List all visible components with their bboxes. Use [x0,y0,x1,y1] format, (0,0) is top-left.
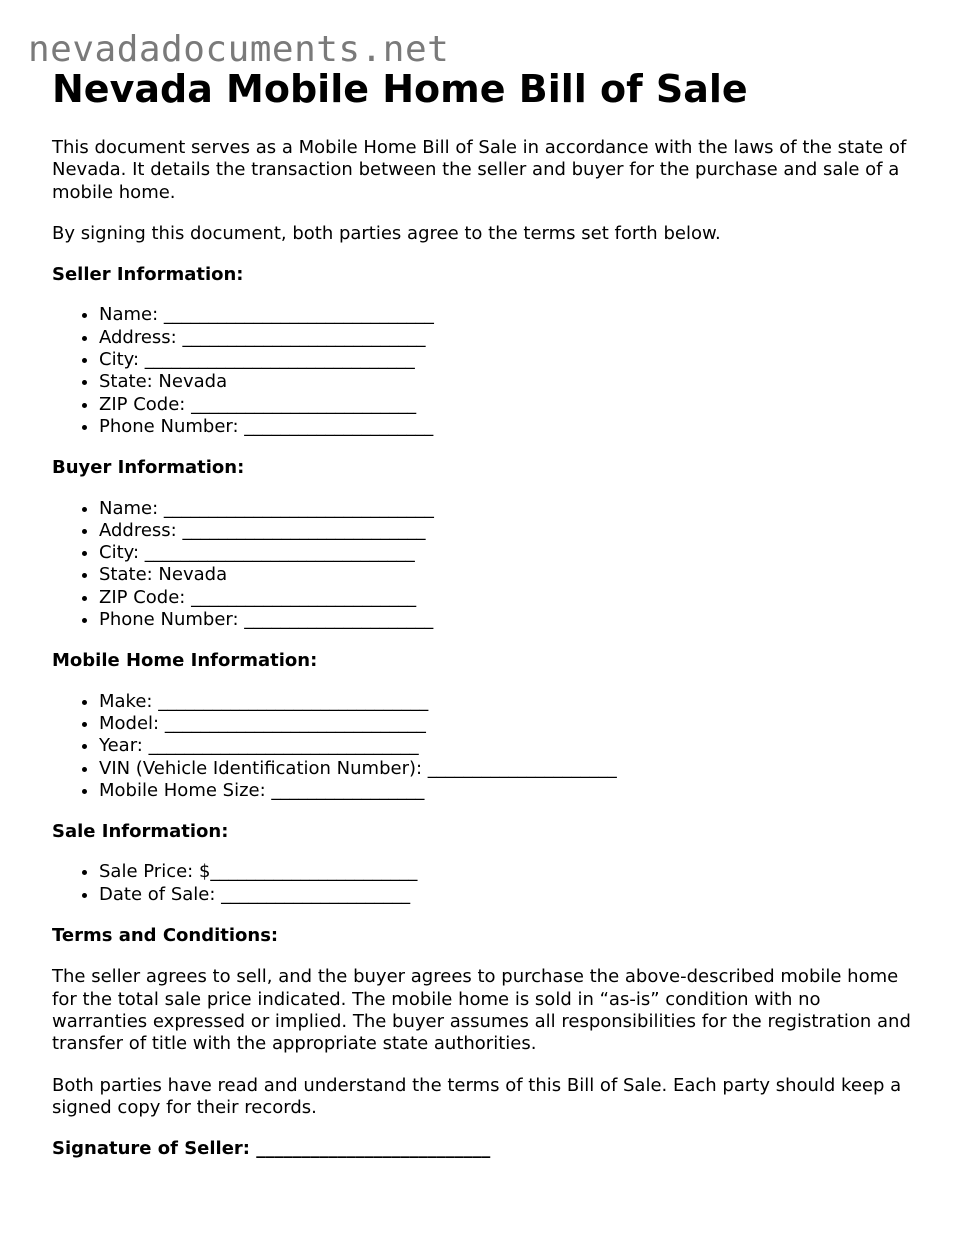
seller-name-field: • Name: ______________________________ [99,304,912,326]
sale-heading: Sale Information: [52,821,229,843]
seller-zip-field: • ZIP Code: _________________________ [99,394,912,416]
document-body [52,66,912,1160]
buyer-state-field: • State: Nevada [99,564,912,586]
terms-heading: Terms and Conditions: [52,925,279,947]
mobile-home-list [52,691,912,802]
buyer-address-field: • Address: ___________________________ [99,520,912,542]
agreement-paragraph: By signing this document, both parties agree to the terms set forth below. [52,222,721,244]
buyer-name-field: • Name: ______________________________ [99,498,912,520]
seller-list [52,304,912,438]
model-field: • Model: _____________________________ [99,713,912,735]
seller-phone-field: • Phone Number: _____________________ [99,416,912,438]
seller-signature-label: Signature of Seller: [52,1138,251,1160]
mobile-home-heading: Mobile Home Information: [52,650,318,672]
intro-paragraph: This document serves as a Mobile Home Bill of Sale in accordance with the laws of the state of Nevada. It details the transaction between the seller and buyer for the purchase and sale of a mobile home. [52,137,907,203]
buyer-city-field: • City: ______________________________ [99,542,912,564]
watermark: nevadadocuments.net [28,29,450,70]
seller-signature-line [52,1138,912,1160]
buyer-heading: Buyer Information: [52,457,245,479]
seller-address-field: • Address: ___________________________ [99,327,912,349]
buyer-phone-field: • Phone Number: _____________________ [99,609,912,631]
terms-paragraph: The seller agrees to sell, and the buyer agrees to purchase the above-described mobile home for the total sale price indicated. The mobile home is sold in “as-is” condition with no warranties expressed or implied. The buyer assumes all responsibilities for the registration and transfer of title with the appropriate state authorities. [52,966,911,1055]
make-field: • Make: ______________________________ [99,691,912,713]
buyer-list [52,498,912,632]
document-title: Nevada Mobile Home Bill of Sale [52,67,748,111]
seller-heading: Seller Information: [52,264,244,286]
seller-signature-blank: __________________________ [256,1138,491,1160]
buyer-zip-field: • ZIP Code: _________________________ [99,587,912,609]
seller-city-field: • City: ______________________________ [99,349,912,371]
records-paragraph: Both parties have read and understand the terms of this Bill of Sale. Each party should keep a signed copy for their records. [52,1074,902,1118]
seller-state-field: • State: Nevada [99,371,912,393]
sale-list [52,861,912,906]
vin-field: • VIN (Vehicle Identification Number): _____________________ [99,758,912,780]
sale-date-field: • Date of Sale: _____________________ [99,884,912,906]
year-field: • Year: ______________________________ [99,735,912,757]
sale-price-field: • Sale Price: $_______________________ [99,861,912,883]
size-field: • Mobile Home Size: _________________ [99,780,912,802]
